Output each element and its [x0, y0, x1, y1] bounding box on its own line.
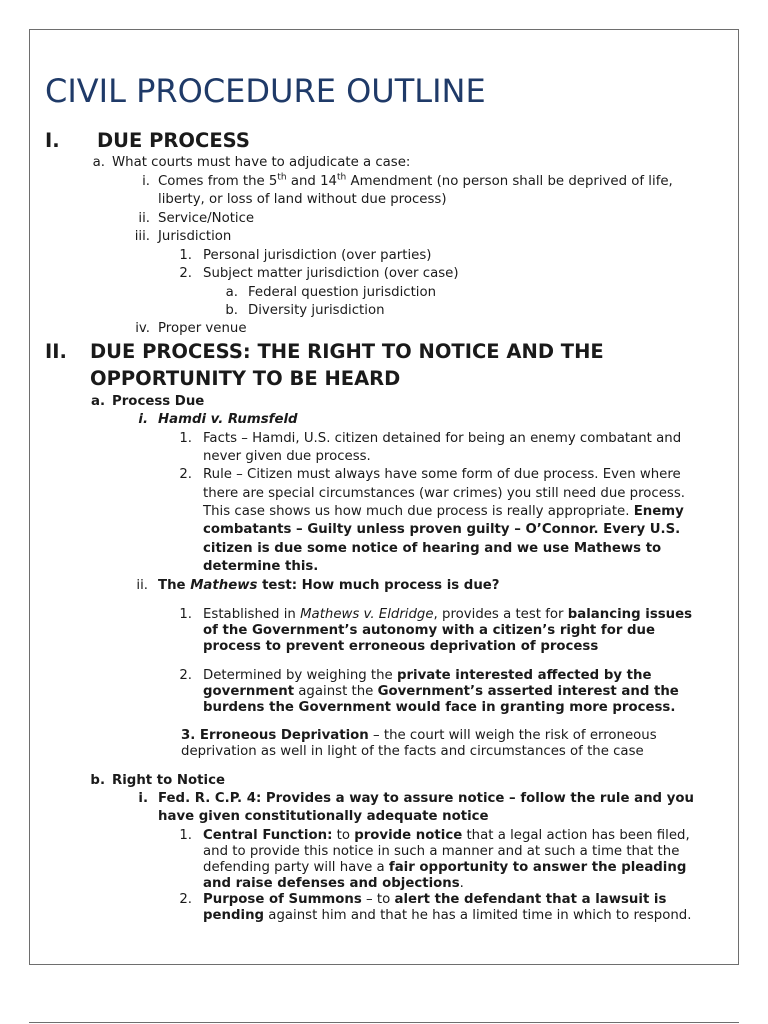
s2-summons-line-1: Purpose of Summons – to alert the defendant that a lawsuit is [203, 892, 667, 907]
s2-rule-line-6: determine this. [203, 559, 319, 574]
s1-jurisdiction-1-text: Personal jurisdiction (over parties) [203, 248, 432, 263]
s2-central-function-line-2: and to provide this notice in such a manner and at such a time that the [203, 844, 680, 859]
s2-mathews-1-line-2: of the Government’s autonomy with a citizen’s right for due [203, 623, 656, 638]
s2-mathews-1-line-3: process to prevent erroneous deprivation of process [203, 639, 599, 654]
s1-item-iv-text: Proper venue [158, 321, 247, 336]
s2-item-ii-marker: ii. [136, 578, 148, 593]
s2-item-i-marker: i. [138, 412, 148, 427]
s1-item-iii-text: Jurisdiction [158, 229, 232, 244]
s1-item-ii-text: Service/Notice [158, 211, 255, 226]
section-2-heading-line-2: OPPORTUNITY TO BE HEARD [90, 367, 401, 390]
s2-mathews-2-line-2: government against the Government’s asserted interest and the [203, 684, 679, 699]
s1-jurisdiction-1-marker: 1. [179, 248, 192, 263]
s2-mathews-1-line-1: Established in Mathews v. Eldridge, provides a test for balancing issues [203, 607, 693, 622]
s2-central-function-line-3: defending party will have a fair opportunity to answer the pleading [203, 860, 687, 875]
s2-erroneous-deprivation-line-1: 3. Erroneous Deprivation – the court will weigh the risk of erroneous [181, 728, 657, 743]
s2-rule-marker: 2. [179, 467, 192, 482]
s2-mathews-2-marker: 2. [179, 668, 192, 683]
s2-central-function-line-1: Central Function: to provide notice that a legal action has been filed, [203, 828, 690, 843]
s2-mathews-test-heading: The Mathews test: How much process is due? [158, 578, 500, 593]
s2-summons-marker: 2. [179, 892, 192, 907]
s1-jurisdiction-b-marker: b. [225, 303, 238, 318]
s2-rule-line-5: citizen is due some notice of hearing and we use Mathews to [203, 541, 662, 556]
s2-erroneous-deprivation-line-2: deprivation as well in light of the facts and circumstances of the case [181, 744, 644, 759]
s2-item-a-text: Process Due [112, 394, 205, 409]
s1-jurisdiction-a-text: Federal question jurisdiction [248, 285, 437, 300]
s2-rule4-line-2: have given constitutionally adequate notice [158, 809, 489, 824]
s2-facts-line-2: never given due process. [203, 449, 371, 464]
next-page-top-rule [29, 1022, 739, 1023]
s1-jurisdiction-b-text: Diversity jurisdiction [248, 303, 385, 318]
section-1-number: I. [45, 129, 60, 152]
s2-case-hamdi: Hamdi v. Rumsfeld [158, 412, 298, 427]
s2-mathews-2-line-3: burdens the Government would face in granting more process. [203, 700, 676, 715]
s2-rule-line-1: Rule – Citizen must always have some form of due process. Even where [203, 467, 681, 482]
s2-mathews-1-marker: 1. [179, 607, 192, 622]
s1-jurisdiction-2-text: Subject matter jurisdiction (over case) [203, 266, 459, 281]
s1-item-i-marker: i. [142, 174, 150, 189]
s2-summons-line-2: pending against him and that he has a limited time in which to respond. [203, 908, 692, 923]
section-2-heading-line-1: DUE PROCESS: THE RIGHT TO NOTICE AND THE [90, 340, 604, 363]
s1-item-i-line-2: liberty, or loss of land without due process) [158, 192, 447, 207]
s2-item-b-text: Right to Notice [112, 773, 225, 788]
s2-rule-line-3: This case shows us how much due process is really appropriate. Enemy [203, 504, 684, 519]
s1-item-i-line-1: Comes from the 5th and 14th Amendment (no person shall be deprived of life, [158, 172, 673, 189]
s2-mathews-2-line-1: Determined by weighing the private interested affected by the [203, 668, 652, 683]
s2-facts-marker: 1. [179, 431, 192, 446]
s2-rule-line-2: there are special circumstances (war crimes) you still need due process. [203, 486, 686, 501]
s1-item-a-marker: a. [92, 155, 105, 170]
s2-rule-line-4: combatants – Guilty unless proven guilty – O’Connor. Every U.S. [203, 522, 681, 537]
s2-central-function-line-4: and raise defenses and objections. [203, 876, 464, 891]
s1-item-a-text: What courts must have to adjudicate a case: [112, 155, 411, 170]
section-1-heading: DUE PROCESS [97, 129, 250, 152]
s1-item-iv-marker: iv. [135, 321, 150, 336]
s1-jurisdiction-a-marker: a. [225, 285, 238, 300]
s1-item-iii-marker: iii. [134, 229, 150, 244]
s2-item-b-marker: b. [90, 773, 105, 788]
s1-jurisdiction-2-marker: 2. [179, 266, 192, 281]
s2-central-function-marker: 1. [179, 828, 192, 843]
document-title: CIVIL PROCEDURE OUTLINE [45, 72, 486, 110]
s2-item-a-marker: a. [90, 394, 105, 409]
section-2-number: II. [45, 340, 67, 363]
s1-item-ii-marker: ii. [138, 211, 150, 226]
s2-facts-line-1: Facts – Hamdi, U.S. citizen detained for being an enemy combatant and [203, 431, 682, 446]
s2-item-b-i-marker: i. [138, 791, 148, 806]
s2-rule4-line-1: Fed. R. C.P. 4: Provides a way to assure notice – follow the rule and you [158, 791, 694, 806]
